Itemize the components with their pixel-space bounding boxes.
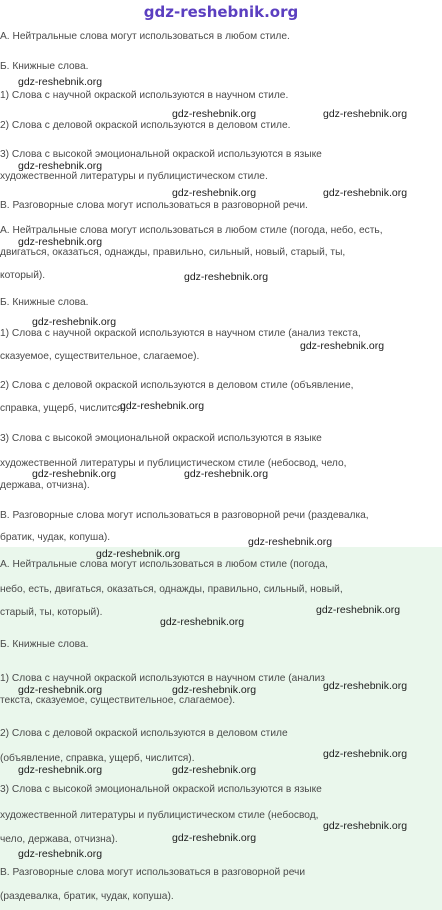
text-line: (раздевалка, братик, чудак, копуша). [0,891,174,902]
watermark: gdz-reshebnik.org [184,468,269,480]
watermark: gdz-reshebnik.org [18,160,103,172]
watermark: gdz-reshebnik.org [323,820,408,832]
watermark: gdz-reshebnik.org [18,764,103,776]
text-line: (объявление, справка, ущерб, числится). [0,753,195,764]
text-line: 3) Слова с высокой эмоциональной окраской используются в языке [0,149,322,160]
watermark: gdz-reshebnik.org [172,764,257,776]
text-line: 3) Слова с высокой эмоциональной окраской используются в языке [0,784,322,795]
text-line: В. Разговорные слова могут использоваться в разговорной речи. [0,200,308,211]
text-line: небо, есть, двигаться, оказаться, однажды, правильно, сильный, новый, [0,584,343,595]
watermark: gdz-reshebnik.org [96,548,181,560]
text-line: художественной литературы и публицистическом стиле (небосвод, [0,810,319,821]
text-line: 1) Слова с научной окраской используются в научном стиле (анализ [0,673,325,684]
watermark: gdz-reshebnik.org [300,340,385,352]
watermark: gdz-reshebnik.org [18,76,103,88]
watermark: gdz-reshebnik.org [32,316,117,328]
watermark: gdz-reshebnik.org [172,832,257,844]
text-line: 1) Слова с научной окраской используются в научном стиле (анализ текста, [0,328,361,339]
watermark: gdz-reshebnik.org [160,616,245,628]
text-line: держава, отчизна). [0,480,90,491]
watermark: gdz-reshebnik.org [18,236,103,248]
watermark: gdz-reshebnik.org [172,684,257,696]
text-line: 2) Слова с деловой окраской используются в деловом стиле (объявление, [0,380,354,391]
text-line: справка, ущерб, числится). [0,403,129,414]
text-line: В. Разговорные слова могут использоваться в разговорной речи (раздевалка, [0,510,369,521]
text-line: А. Нейтральные слова могут использоваться в любом стиле (погода, небо, есть, [0,225,383,236]
text-line: А. Нейтральные слова могут использоваться в любом стиле (погода, [0,559,328,570]
text-line: В. Разговорные слова могут использоваться в разговорной речи [0,867,306,878]
watermark: gdz-reshebnik.org [248,536,333,548]
text-line: Б. Книжные слова. [0,61,89,72]
watermark: gdz-reshebnik.org [172,187,257,199]
text-line: Б. Книжные слова. [0,297,89,308]
watermark: gdz-reshebnik.org [172,108,257,120]
text-line: Б. Книжные слова. [0,639,89,650]
text-line: сказуемое, существительное, слагаемое). [0,351,200,362]
text-line: текста, сказуемое, существительное, слагаемое). [0,695,236,706]
site-logo-text[interactable]: gdz-reshebnik.org [143,3,299,21]
watermark: gdz-reshebnik.org [184,271,269,283]
text-line: старый, ты, который). [0,607,103,618]
watermark: gdz-reshebnik.org [18,848,103,860]
text-line: 1) Слова с научной окраской используются в научном стиле. [0,90,289,101]
text-line: братик, чудак, копуша). [0,532,111,543]
text-line: художественной литературы и публицистическом стиле (небосвод, чело, [0,458,347,469]
text-line: 3) Слова с высокой эмоциональной окраской используются в языке [0,433,322,444]
text-line: чело, держава, отчизна). [0,834,118,845]
watermark: gdz-reshebnik.org [323,748,408,760]
text-line: 2) Слова с деловой окраской используются в деловом стиле. [0,120,291,131]
text-line: А. Нейтральные слова могут использоваться в любом стиле. [0,31,290,42]
text-line: художественной литературы и публицистическом стиле. [0,171,268,182]
watermark: gdz-reshebnik.org [323,187,408,199]
text-line: который). [0,270,46,281]
watermark: gdz-reshebnik.org [323,680,408,692]
watermark: gdz-reshebnik.org [32,468,117,480]
text-line: 2) Слова с деловой окраской используются в деловом стиле [0,728,288,739]
watermark: gdz-reshebnik.org [18,684,103,696]
text-line: двигаться, оказаться, однажды, правильно, сильный, новый, старый, ты, [0,247,346,258]
watermark: gdz-reshebnik.org [316,604,401,616]
watermark: gdz-reshebnik.org [120,400,205,412]
watermark: gdz-reshebnik.org [323,108,408,120]
